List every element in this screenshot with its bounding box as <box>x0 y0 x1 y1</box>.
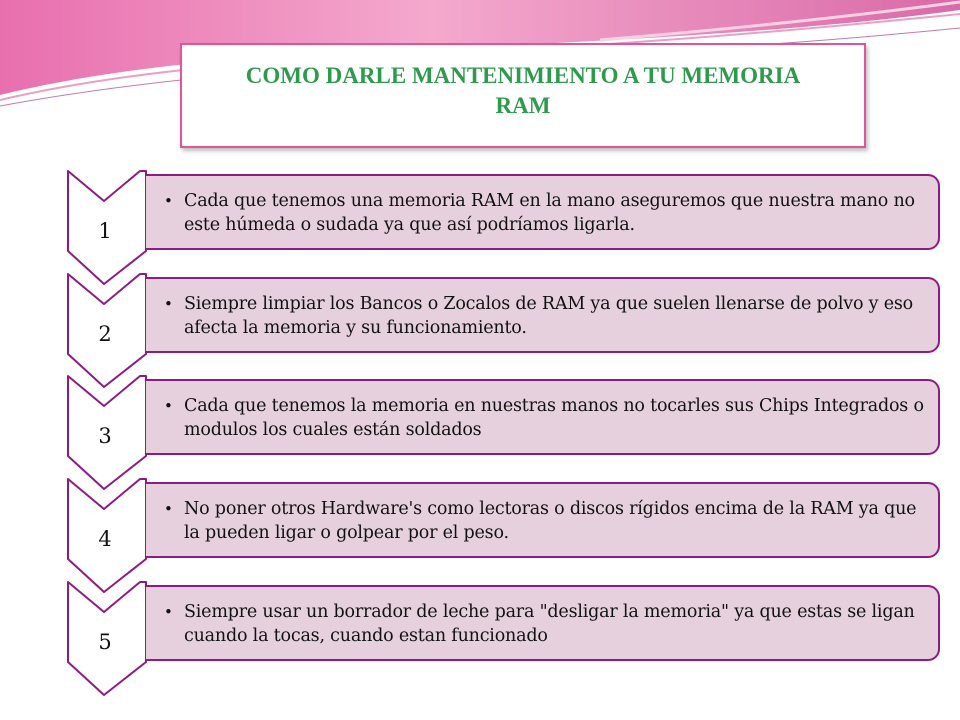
step-box <box>146 482 940 558</box>
step-number: 2 <box>98 322 112 346</box>
step-box <box>146 277 940 353</box>
step-text: Siempre usar un borrador de leche para "desligar la memoria" ya que estas se ligan cuando la tocas, cuando estan funcionado <box>184 602 915 646</box>
step-text: Cada que tenemos la memoria en nuestras manos no tocarles sus Chips Integrados o modulos los cuales están soldados <box>184 396 924 440</box>
bullet-icon: • <box>164 603 173 621</box>
step-number: 4 <box>98 527 112 551</box>
step-box <box>146 585 940 661</box>
step-box <box>146 379 940 455</box>
step-box <box>146 174 940 250</box>
bullet-icon: • <box>164 295 173 313</box>
step-text: Cada que tenemos una memoria RAM en la mano aseguremos que nuestra mano no este húmeda o sudada ya que así podríamos ligarla. <box>184 191 915 235</box>
step-number: 5 <box>98 630 112 654</box>
step-text: Siempre limpiar los Bancos o Zocalos de RAM ya que suelen llenarse de polvo y eso afecta la memoria y su funcionamiento. <box>184 294 913 338</box>
bullet-icon: • <box>164 192 173 210</box>
step-text: No poner otros Hardware's como lectoras o discos rígidos encima de la RAM ya que la pueden ligar o golpear por el peso. <box>184 499 917 543</box>
bullet-icon: • <box>164 500 173 518</box>
page-title: COMO DARLE MANTENIMIENTO A TU MEMORIA RAM <box>245 63 801 118</box>
step-number: 3 <box>98 424 112 448</box>
step-number: 1 <box>98 219 112 243</box>
bullet-icon: • <box>164 397 173 415</box>
